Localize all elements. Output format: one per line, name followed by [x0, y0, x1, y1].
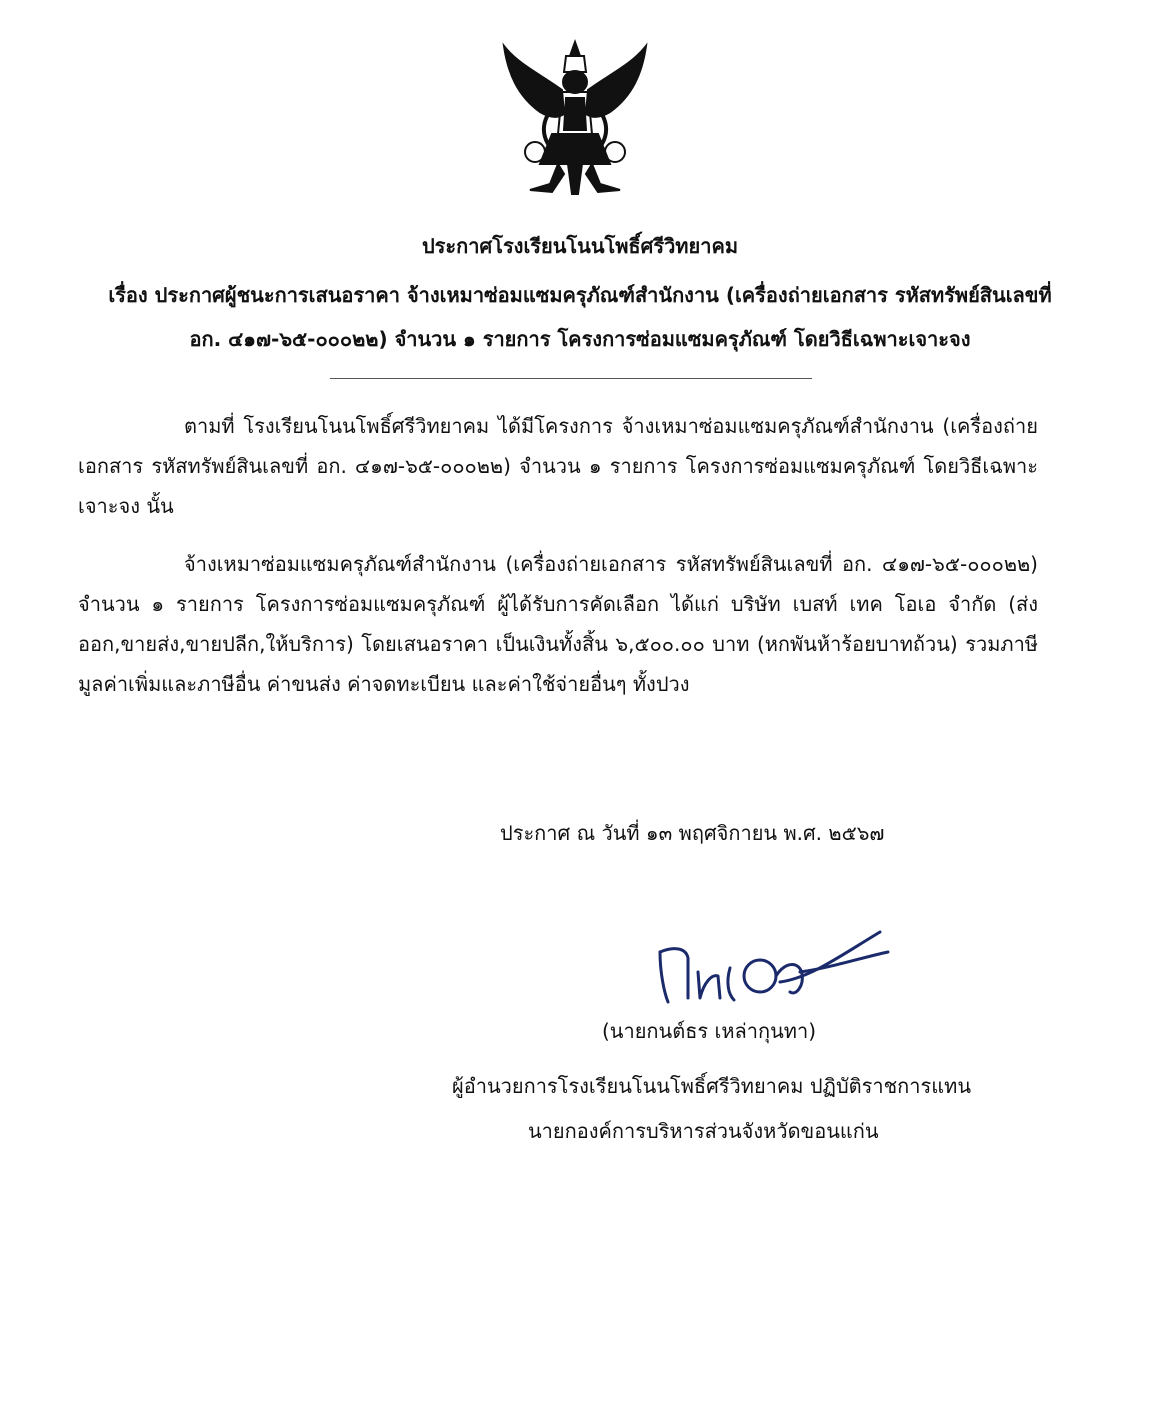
divider [330, 378, 812, 379]
announcement-date: ประกาศ ณ วันที่ ๑๓ พฤศจิกายน พ.ศ. ๒๕๖๗ [500, 821, 885, 845]
subject-line-1: เรื่อง ประกาศผู้ชนะการเสนอราคา จ้างเหมาซ่อมแซมครุภัณฑ์สำนักงาน (เครื่องถ่ายเอกสาร รหัสทรัพย์สินเลขที่ [108, 283, 1052, 307]
paragraph-2: จ้างเหมาซ่อมแซมครุภัณฑ์สำนักงาน (เครื่องถ่ายเอกสาร รหัสทรัพย์สินเลขที่ อก. ๔๑๗-๖๕-๐๐๐๒๒) จำนวน ๑ รายการ โครงการซ่อมแซมครุภัณฑ์ ผู้ได้รับการคัดเลือก ได้แก่ บริษัท เบสท์ เทค โอเอ จำกัด (ส่งออก,ขายส่ง,ขายปลีก,ให้บริการ) โดยเสนอราคา เป็นเงินทั้งสิ้น ๖,๕๐๐.๐๐ บาท (หกพันห้าร้อยบาทถ้วน) รวมภาษีมูลค่าเพิ่มและภาษีอื่น ค่าขนส่ง ค่าจดทะเบียน และค่าใช้จ่ายอื่นๆ ทั้งปวง [78, 552, 1038, 696]
document-title: ประกาศโรงเรียนโนนโพธิ์ศรีวิทยาคม [421, 234, 738, 258]
handwritten-signature [630, 912, 900, 1022]
signatory-position-line-2: นายกองค์การบริหารส่วนจังหวัดขอนแก่น [528, 1119, 879, 1143]
signatory-name: (นายกนต์ธร เหล่ากุนทา) [602, 1019, 817, 1043]
signatory-position-line-1: ผู้อำนวยการโรงเรียนโนนโพธิ์ศรีวิทยาคม ปฏิบัติราชการแทน [452, 1074, 972, 1098]
paragraph-1: ตามที่ โรงเรียนโนนโพธิ์ศรีวิทยาคม ได้มีโครงการ จ้างเหมาซ่อมแซมครุภัณฑ์สำนักงาน (เครื่องถ่ายเอกสาร รหัสทรัพย์สินเลขที่ อก. ๔๑๗-๖๕-๐๐๐๒๒) จำนวน ๑ รายการ โครงการซ่อมแซมครุภัณฑ์ โดยวิธีเฉพาะเจาะจง นั้น [78, 414, 1038, 518]
subject-line-2: อก. ๔๑๗-๖๕-๐๐๐๒๒) จำนวน ๑ รายการ โครงการซ่อมแซมครุภัณฑ์ โดยวิธีเฉพาะเจาะจง [189, 327, 971, 351]
garuda-emblem-icon [500, 34, 650, 204]
